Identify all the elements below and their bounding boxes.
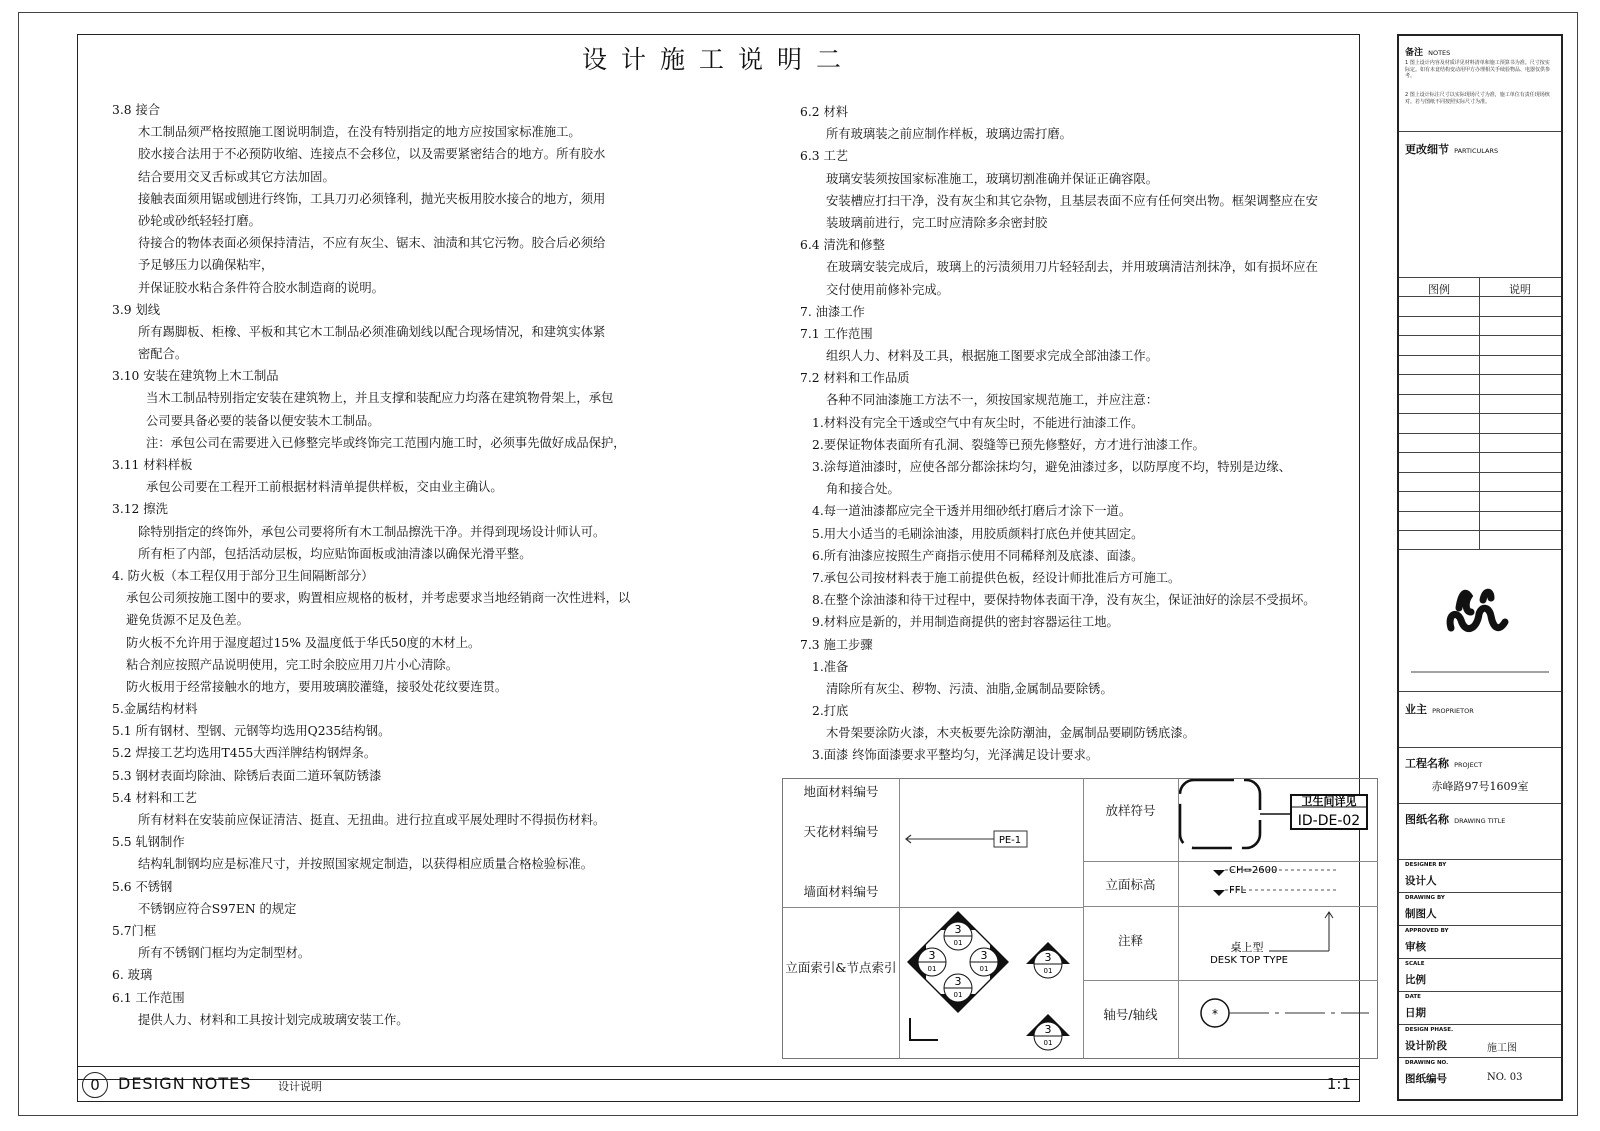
changes-title-en: PARTICULARS bbox=[1454, 147, 1499, 155]
note-line: 密配合。 bbox=[138, 347, 188, 362]
index-symbols-graphic bbox=[900, 908, 1083, 1058]
drawing-footer bbox=[77, 1066, 1360, 1102]
legend-col-header: 图例 bbox=[1428, 283, 1450, 296]
svg-text:01: 01 bbox=[927, 965, 937, 973]
index-circle bbox=[944, 974, 972, 1002]
note-2: 2 图上设计标注尺寸以实际现场尺寸为准，施工单位有责任现场核对。若与图纸不同按照实际尺寸为准。 bbox=[1405, 92, 1550, 105]
revision-row bbox=[1399, 452, 1561, 453]
svg-text:01: 01 bbox=[1043, 1039, 1053, 1047]
note-line: 提供人力、材料和工具按计划完成玻璃安装工作。 bbox=[138, 1012, 409, 1027]
sample-symbol-graphic bbox=[1179, 779, 1379, 861]
svg-text:3: 3 bbox=[954, 923, 962, 936]
signature-label: 比例 bbox=[1405, 974, 1426, 986]
index-circle bbox=[1026, 942, 1070, 978]
revision-row bbox=[1399, 316, 1561, 317]
note-line: 2.要保证物体表面所有孔洞、裂缝等已预先修整好，方才进行油漆工作。 bbox=[812, 437, 1205, 452]
note-line: 5.7门框 bbox=[112, 923, 157, 938]
signature-row bbox=[1399, 992, 1561, 1025]
svg-text:3: 3 bbox=[954, 975, 962, 988]
note-line: 注：承包公司在需要进入已修整完毕或终饰完工范围内施工时，必须事先做好成品保护， bbox=[146, 435, 626, 450]
notes-title-en: NOTES bbox=[1428, 49, 1451, 57]
page-title: 设计施工说明二 bbox=[581, 45, 855, 74]
svg-text:01: 01 bbox=[953, 939, 963, 947]
note-line: 不锈钢应符合S97EN 的规定 bbox=[138, 901, 297, 916]
note-symbol-graphic bbox=[1179, 907, 1379, 980]
signature-row bbox=[1399, 926, 1561, 959]
signature-label: 图纸编号 bbox=[1405, 1073, 1447, 1085]
signature-value: NO. 03 bbox=[1487, 1072, 1523, 1083]
notes-section bbox=[1399, 36, 1561, 132]
note-line: 3.12 擦洗 bbox=[112, 502, 168, 517]
signature-row bbox=[1399, 860, 1561, 893]
note-line: 交付使用前修补完成。 bbox=[826, 282, 949, 297]
note-line: 6.所有油漆应按照生产商指示使用不同稀释剂及底漆、面漆。 bbox=[812, 548, 1144, 563]
note-line: 5.4 材料和工艺 bbox=[112, 790, 197, 805]
revision-row bbox=[1399, 394, 1561, 395]
revision-row bbox=[1399, 472, 1561, 473]
drawing-title-label-en: DRAWING TITLE bbox=[1454, 817, 1506, 825]
note-line: 7. 油漆工作 bbox=[800, 304, 865, 319]
owner-label-en: PROPRIETOR bbox=[1432, 707, 1474, 715]
svg-text:3: 3 bbox=[1044, 951, 1052, 964]
signature-value: 施工图 bbox=[1487, 1043, 1517, 1054]
note-line: 各种不同油漆施工方法不一，须按国家规范施工，并应注意： bbox=[826, 393, 1159, 408]
signature-label: 制图人 bbox=[1405, 908, 1437, 920]
note-line: 予足够压力以确保粘牢， bbox=[138, 258, 274, 273]
right-notes-column bbox=[800, 101, 1360, 767]
signature-label-en: DESIGNER BY bbox=[1405, 862, 1447, 868]
ceiling-code-label: 天花材料编号 bbox=[803, 824, 879, 839]
signature-row bbox=[1399, 959, 1561, 992]
note-line: 防火板用于经常接触水的地方，要用玻璃胶灌缝，接驳处花纹要连贯。 bbox=[126, 679, 508, 694]
project-section bbox=[1399, 748, 1561, 804]
note-line: 9.材料应是新的，并用制造商提供的密封容器运往工地。 bbox=[812, 615, 1119, 630]
note-line: 所有踢脚板、柜橡、平板和其它木工制品必须准确划线以配合现场情况，和建筑实体紧 bbox=[138, 324, 606, 339]
note-line: 5.5 轧钢制作 bbox=[112, 835, 185, 850]
project-value: 赤峰路97号1609室 bbox=[1431, 780, 1529, 793]
index-circle bbox=[1026, 1014, 1070, 1050]
note-line: 除特别指定的终饰外，承包公司要将所有木工制品擦洗干净。并得到现场设计师认可。 bbox=[138, 524, 606, 539]
logo-section bbox=[1399, 550, 1561, 692]
note-line: 所有柜了内部，包括活动层板，均应贴饰面板或油清漆以确保光滑平整。 bbox=[138, 546, 532, 561]
signature-label: 审核 bbox=[1405, 941, 1426, 953]
note-line: 3.8 接合 bbox=[112, 103, 161, 117]
note-label: 注释 bbox=[1117, 933, 1143, 948]
note-line: 当木工制品特别指定安装在建筑物上，并且支撑和装配应力均落在建筑物骨架上，承包 bbox=[146, 391, 614, 406]
note-line: 在玻璃安装完成后，玻璃上的污渍须用刀片轻轻刮去，并用玻璃清洁剂抹净，如有损坏应在 bbox=[826, 260, 1318, 275]
index-circle bbox=[944, 922, 972, 950]
note-line: 3.10 安装在建筑物上木工制品 bbox=[112, 369, 279, 384]
note-line: 2.打底 bbox=[812, 704, 849, 719]
project-label-en: PROJECT bbox=[1454, 761, 1483, 769]
signature-label-en: DRAWING NO. bbox=[1405, 1060, 1449, 1066]
note-line: 7.1 工作范围 bbox=[800, 326, 873, 341]
elevation-marks-graphic bbox=[1179, 862, 1379, 906]
note-line: 玻璃安装须按国家标准施工，玻璃切割准确并保证正确容限。 bbox=[826, 171, 1159, 186]
drawing-title-label: 图纸名称 bbox=[1405, 813, 1449, 826]
signature-label: 日期 bbox=[1405, 1007, 1426, 1019]
detail-code: ID-DE-02 bbox=[1297, 813, 1361, 829]
revision-row bbox=[1399, 355, 1561, 356]
note-line: 结合要用交叉舌标或其它方法加固。 bbox=[138, 169, 335, 184]
note-line: 避免货源不足及色差。 bbox=[126, 613, 249, 628]
left-notes-column bbox=[112, 99, 752, 1031]
revision-table bbox=[1399, 278, 1561, 550]
footer-title-cn: 设计说明 bbox=[278, 1080, 322, 1093]
index-circle bbox=[918, 948, 946, 976]
note-line: 角和接合处。 bbox=[826, 482, 900, 497]
elevation-label: 立面标高 bbox=[1105, 877, 1156, 892]
signature-label-en: DATE bbox=[1405, 994, 1421, 1000]
ffl-mark: FFL bbox=[1229, 885, 1247, 896]
note-cn: 桌上型 bbox=[1230, 941, 1264, 954]
owner-label: 业主 bbox=[1405, 703, 1427, 716]
note-line: 7.3 施工步骤 bbox=[800, 637, 873, 652]
note-line: 3.11 材料样板 bbox=[112, 458, 193, 472]
revision-row bbox=[1399, 335, 1561, 336]
note-line: 木骨架要涂防火漆，木夹板要先涂防潮油，金属制品要刷防锈底漆。 bbox=[826, 726, 1195, 741]
note-line: 5.1 所有钢材、型钢、元钢等均选用Q235结构钢。 bbox=[112, 724, 391, 739]
note-line: 6.4 清洗和修整 bbox=[800, 238, 885, 253]
note-line: 胶水接合法用于不必预防收缩、连接点不会移位，以及需要紧密结合的地方。所有胶水 bbox=[138, 147, 606, 162]
note-line: 4. 防火板（本工程仅用于部分卫生间隔断部分） bbox=[112, 568, 374, 583]
revision-row bbox=[1399, 433, 1561, 434]
note-line: 所有材料在安装前应保证清洁、挺直、无扭曲。进行拉直或平展处理时不得损伤材料。 bbox=[138, 813, 606, 827]
axis-label: 轴号/轴线 bbox=[1103, 1007, 1158, 1022]
note-line: 6.2 材料 bbox=[800, 105, 849, 119]
note-line: 所有不锈钢门框均为定制型材。 bbox=[138, 946, 311, 961]
revision-row bbox=[1399, 374, 1561, 375]
svg-text:01: 01 bbox=[979, 965, 989, 973]
note-line: 3.涂每道油漆时，应使各部分都涂抹均匀，避免油漆过多，以防厚度不均，特别是边缘、 bbox=[812, 460, 1292, 474]
note-line: 1.准备 bbox=[812, 659, 849, 674]
note-line: 并保证胶水粘合条件符合胶水制造商的说明。 bbox=[138, 280, 384, 295]
title-block bbox=[1397, 34, 1563, 1101]
note-line: 5.金属结构材料 bbox=[112, 702, 198, 717]
svg-text:01: 01 bbox=[1043, 967, 1053, 975]
revision-row bbox=[1399, 413, 1561, 414]
note-line: 待接合的物体表面必须保持清洁，不应有灰尘、锯末、油渍和其它污物。胶合后必须给 bbox=[138, 236, 606, 251]
note-line: 4.每一道油漆都应完全干透并用细砂纸打磨后才涂下一道。 bbox=[812, 504, 1132, 519]
ceiling-tag-graphic bbox=[899, 819, 1083, 859]
drawing-number-circle: 0 bbox=[82, 1072, 108, 1098]
note-line: 5.3 钢材表面均除油、除锈后表面二道环氧防锈漆 bbox=[112, 768, 382, 783]
changes-section bbox=[1399, 132, 1561, 278]
note-line: 1.材料没有完全干透或空气中有灰尘时，不能进行油漆工作。 bbox=[812, 415, 1144, 430]
note-line: 5.2 焊接工艺均选用T455大西洋牌结构钢焊条。 bbox=[112, 746, 377, 761]
signature-label: 设计人 bbox=[1405, 875, 1437, 887]
signature-label-en: DRAWING BY bbox=[1405, 895, 1445, 901]
axis-mark: * bbox=[1212, 1007, 1218, 1021]
signature-label-en: APPROVED BY bbox=[1405, 928, 1449, 934]
svg-text:01: 01 bbox=[953, 991, 963, 999]
svg-text:3: 3 bbox=[1044, 1023, 1052, 1036]
axis-symbol-graphic bbox=[1179, 981, 1379, 1058]
note-line: 清除所有灰尘、秽物、污渍、油脂,金属制品要除锈。 bbox=[826, 681, 1113, 696]
signature-row bbox=[1399, 1058, 1561, 1091]
note-line: 7.2 材料和工作品质 bbox=[800, 371, 910, 386]
note-line: 6. 玻璃 bbox=[112, 968, 153, 983]
note-line: 结构轧制钢均应是标准尺寸，并按照国家规定制造，以获得相应质量合格检验标准。 bbox=[138, 857, 593, 872]
note-line: 防火板不允许用于湿度超过15% 及温度低于华氏50度的木材上。 bbox=[126, 635, 481, 650]
signature-row bbox=[1399, 1025, 1561, 1058]
footer-scale: 1:1 bbox=[1326, 1075, 1351, 1093]
revision-row bbox=[1399, 491, 1561, 492]
note-line: 5.6 不锈钢 bbox=[112, 879, 173, 894]
notes-title: 备注 bbox=[1405, 48, 1424, 58]
revision-row bbox=[1399, 511, 1561, 512]
note-line: 组织人力、材料及工具，根据施工图要求完成全部油漆工作。 bbox=[826, 349, 1159, 364]
note-en: DESK TOP TYPE bbox=[1210, 955, 1288, 966]
signature-label: 设计阶段 bbox=[1405, 1040, 1447, 1052]
changes-title: 更改细节 bbox=[1405, 143, 1449, 156]
svg-text:3: 3 bbox=[928, 949, 936, 962]
note-line: 8.在整个涂油漆和待干过程中，要保持物体表面干净，没有灰尘，保证油好的涂层不受损坏。 bbox=[812, 593, 1316, 608]
note-line: 7.承包公司按材料表于施工前提供色板，经设计师批准后方可施工。 bbox=[812, 570, 1181, 585]
note-line: 木工制品须严格按照施工图说明制造，在没有特别指定的地方应按国家标准施工。 bbox=[138, 125, 581, 140]
note-line: 6.1 工作范围 bbox=[112, 990, 185, 1005]
index-circle bbox=[970, 948, 998, 976]
index-label: 立面索引&节点索引 bbox=[785, 960, 897, 975]
desc-col-header: 说明 bbox=[1509, 283, 1531, 296]
signature-row bbox=[1399, 893, 1561, 926]
note-1: 1 图上设计内容及材质详见材料清单和施工预算书为准。尺寸按实际定。如有未竟结构变动用甲方办理相关手续验物品、电器仅供参考。 bbox=[1405, 60, 1551, 79]
note-line: 接触表面须用锯或刨进行终饰，工具刀刃必须锋利，抛光夹板用胶水接合的地方，须用 bbox=[138, 191, 606, 206]
note-line: 承包公司须按施工图中的要求，购置相应规格的板材，并考虑要求当地经销商一次性进料，以 bbox=[126, 591, 631, 606]
revision-row bbox=[1399, 296, 1561, 297]
note-line: 砂轮或砂纸轻轻打磨。 bbox=[138, 213, 261, 228]
signature-label-en: SCALE bbox=[1405, 961, 1425, 967]
owner-section bbox=[1399, 692, 1561, 748]
note-line: 装玻璃前进行，完工时应清除多余密封胶 bbox=[826, 215, 1048, 230]
pe-tag: PE-1 bbox=[998, 835, 1022, 846]
project-label: 工程名称 bbox=[1405, 757, 1449, 770]
wall-code-label: 墙面材料编号 bbox=[803, 884, 879, 899]
note-line: 公司要具备必要的装备以便安装木工制品。 bbox=[146, 413, 380, 428]
note-line: 所有玻璃装之前应制作样板，玻璃边需打磨。 bbox=[826, 127, 1072, 142]
note-line: 5.用大小适当的毛刷涂油漆，用胶质颜料打底色并使其固定。 bbox=[812, 526, 1144, 541]
detail-title: 卫生间详见 bbox=[1301, 795, 1357, 808]
ch-mark: CH=2600 bbox=[1229, 865, 1278, 876]
svg-text:3: 3 bbox=[980, 949, 988, 962]
signature-label-en: DESIGN PHASE. bbox=[1405, 1027, 1454, 1033]
note-line: 6.3 工艺 bbox=[800, 149, 849, 164]
note-line: 安装槽应打扫干净，没有灰尘和其它杂物，且基层表面不应有任何突出物。框架调整应在安 bbox=[826, 193, 1318, 208]
note-line: 承包公司要在工程开工前根据材料清单提供样板，交由业主确认。 bbox=[146, 480, 503, 495]
company-logo bbox=[1399, 550, 1561, 692]
drawing-title-section bbox=[1399, 804, 1561, 860]
note-line: 3.面漆 终饰面漆要求平整均匀，光泽满足设计要求。 bbox=[812, 748, 1099, 763]
revision-row bbox=[1399, 530, 1561, 531]
floor-code-label: 地面材料编号 bbox=[803, 784, 879, 799]
footer-title-en: DESIGN NOTES bbox=[118, 1074, 252, 1093]
sample-symbol-label: 放样符号 bbox=[1105, 803, 1156, 818]
note-line: 3.9 划线 bbox=[112, 302, 161, 317]
note-line: 粘合剂应按照产品说明使用，完工时余胶应用刀片小心清除。 bbox=[126, 657, 459, 672]
symbol-legend bbox=[782, 778, 1378, 1059]
